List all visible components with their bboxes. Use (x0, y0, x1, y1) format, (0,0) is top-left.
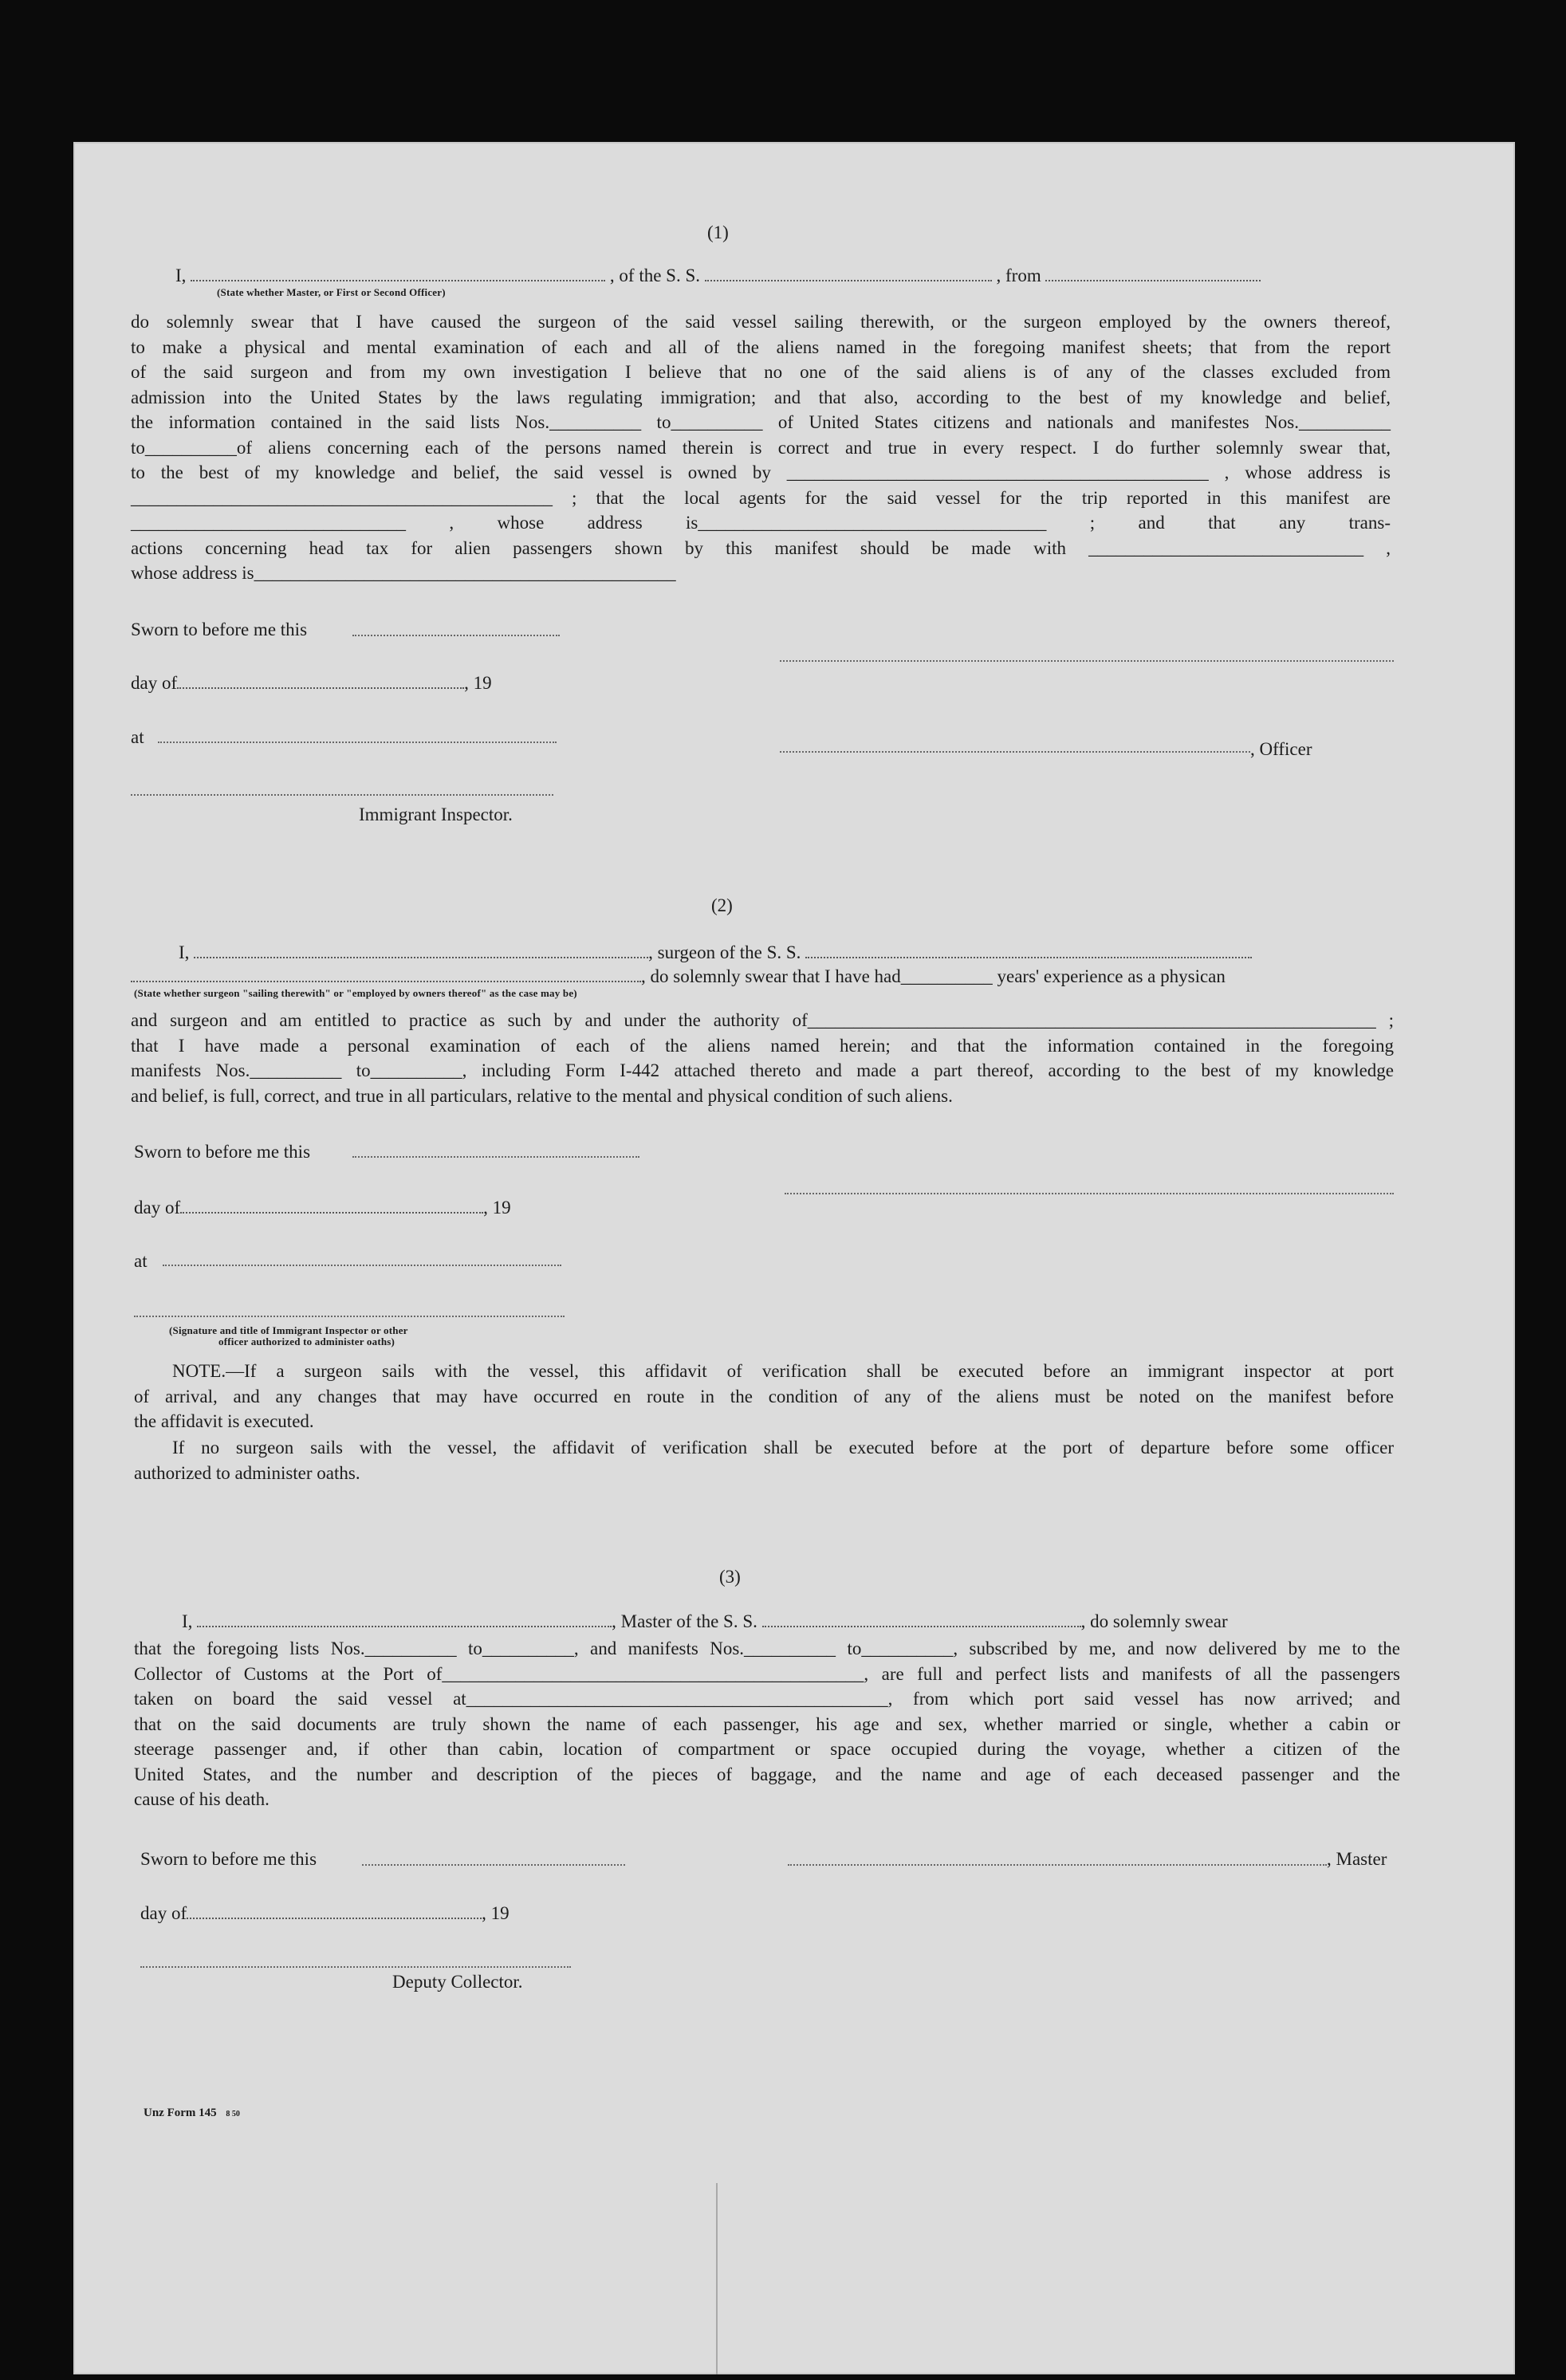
sworn-label: Sworn to before me this (140, 1849, 317, 1869)
surgeon-type-blank (131, 968, 641, 982)
day-of-text: day of (140, 1903, 187, 1923)
sworn-blank (362, 1864, 625, 1866)
section1-affidavit-text (131, 309, 1391, 586)
inspector-label: Immigrant Inspector. (359, 804, 513, 824)
at-label: at (134, 1251, 148, 1271)
text-line: and belief, is full, correct, and true in all particulars, relative to the mental and physical condition of such aliens. (131, 1085, 953, 1106)
sworn-blank (352, 635, 560, 636)
at-label: at (131, 727, 144, 747)
section2-affidavit-text (131, 1008, 1394, 1108)
form-code: 8 50 (226, 2110, 240, 2118)
text-line: manifests Nos.__________ to__________, including Form I-442 attached thereto and made a part thereof, according to the best of my knowledge (131, 1060, 1394, 1080)
signature-line (785, 1193, 1394, 1194)
text-line: to make a physical and mental examination of each and all of the aliens named in the foregoing manifest sheets; that from the report (131, 336, 1391, 357)
text-line: of the said surgeon and from my own investigation I believe that no one of the said aliens is of any of the classes excluded from (131, 362, 1391, 382)
name-blank (194, 944, 648, 958)
text-line: Collector of Customs at the Port of______________________________________________, are full and perfect lists and manifests of all the passengers (134, 1663, 1400, 1684)
text-line: that the foregoing lists Nos.__________ to__________, and manifests Nos.__________ to__________, subscribed by me, and now delivered by me to the (134, 1638, 1400, 1658)
note-text (134, 1359, 1394, 1434)
day-of-text: day of (131, 673, 178, 693)
note-line: authorized to administer oaths. (134, 1462, 360, 1483)
collector-signature-line (140, 1966, 571, 1968)
text-line: to__________of aliens concerning each of the persons named therein is correct and true in every respect. I do further solemnly swear that, (131, 437, 1391, 458)
name-blank (197, 1613, 612, 1627)
text-line: to the best of my knowledge and belief, the said vessel is owned by ______________________________________________ , whose address is (131, 462, 1391, 482)
text-line: ______________________________ , whose address is______________________________________ ; and that any trans- (131, 513, 1391, 533)
of-ss-label: , of the S. S. (609, 266, 701, 285)
section2-intro-line (179, 943, 1252, 962)
text-line: admission into the United States by the laws regulating immigration; and that also, according to the best of my knowledge and belief, (131, 387, 1391, 407)
text-line: that I have made a personal examination of each of the aliens named herein; and that the information contained in the foregoing (131, 1035, 1394, 1056)
name-blank (191, 267, 605, 281)
intro-pronoun: I, (182, 1611, 193, 1631)
day-of-label (131, 674, 492, 692)
vessel-blank (705, 267, 992, 281)
signature-hint: (Signature and title of Immigrant Inspector or other (169, 1324, 408, 1336)
signature-hint: officer authorized to administer oaths) (218, 1336, 395, 1347)
form-label: Unz Form 145 (144, 2107, 217, 2119)
form-number (144, 2107, 240, 2119)
surgeon-of-label: , surgeon of the S. S. (648, 942, 801, 962)
text-line: and surgeon and am entitled to practice as such by and under the authority of______________________________________________________________ ; (131, 1010, 1394, 1030)
text-line: the information contained in the said lists Nos.__________ to__________ of United States citizens and nationals and manifestes Nos.__________ (131, 412, 1391, 432)
text-line: do solemnly swear that I have caused the surgeon of the said vessel sailing therewith, or the surgeon employed by the owners thereof, (131, 312, 1391, 332)
section3-intro-line (182, 1612, 1228, 1631)
note-line: of arrival, and any changes that may have occurred en route in the condition of any of the aliens must be noted on the manifest before (134, 1386, 1394, 1406)
text-line: that on the said documents are truly shown the name of each passenger, his age and sex, whether married or single, whether a cabin or (134, 1713, 1400, 1734)
day-of-label (140, 1904, 510, 1922)
vessel-blank (805, 944, 1252, 958)
text-line: United States, and the number and description of the pieces of baggage, and the name and age of each deceased passenger and the (134, 1764, 1400, 1784)
sworn-label: Sworn to before me this (131, 620, 308, 639)
intro-pronoun: I, (175, 266, 187, 285)
inspector-signature-line (131, 794, 553, 796)
text-line: actions concerning head tax for alien passengers shown by this manifest should be made with ______________________________ , (131, 537, 1391, 558)
section2-swear-line (131, 967, 1226, 985)
section3-affidavit-text (134, 1636, 1400, 1812)
text-line: taken on board the said vessel at______________________________________________, from which port said vessel has now arrived; and (134, 1689, 1400, 1709)
fold-crease (716, 2183, 718, 2374)
section1-intro-line (175, 266, 1261, 285)
note-line: If no surgeon sails with the vessel, the affidavit of verification shall be executed before at the port of departure before some officer (172, 1438, 1394, 1458)
year-text: , 19 (482, 1903, 510, 1923)
year-text: , 19 (483, 1198, 511, 1218)
inspector-signature-line (134, 1316, 565, 1317)
section-number: (2) (711, 895, 733, 915)
day-of-text: day of (134, 1198, 181, 1218)
text-line: ______________________________________________ ; that the local agents for the said vessel for the trip reported in this manifest are (131, 487, 1391, 508)
swear-text: , do solemnly swear (1080, 1611, 1228, 1631)
signature-line (780, 660, 1394, 662)
text-line: cause of his death. (134, 1789, 270, 1809)
deputy-collector-label: Deputy Collector. (392, 1972, 523, 1992)
note2-text (134, 1435, 1394, 1485)
manifest-affidavit-sheet (73, 142, 1515, 2374)
intro-pronoun: I, (179, 942, 190, 962)
sworn-label: Sworn to before me this (134, 1142, 311, 1162)
officer-signature-line (780, 751, 1250, 753)
origin-blank (1045, 267, 1261, 281)
text-line: whose address is______________________________________________ (131, 563, 676, 583)
note-line: the affidavit is executed. (134, 1411, 314, 1431)
day-blank (187, 1905, 482, 1919)
year-text: , 19 (464, 673, 492, 693)
note-line: NOTE.—If a surgeon sails with the vessel, this affidavit of verification shall be executed before an immigrant inspector at port (172, 1361, 1394, 1381)
officer-hint: (State whether Master, or First or Second Officer) (217, 286, 446, 298)
at-blank (158, 742, 557, 743)
swear-text: , do solemnly swear that I have had__________ years' experience as a physican (641, 966, 1226, 986)
master-of-label: , Master of the S. S. (612, 1611, 757, 1631)
section-number: (3) (719, 1567, 741, 1587)
day-blank (177, 675, 464, 689)
from-label: , from (996, 266, 1041, 285)
master-label: , Master (1327, 1849, 1387, 1869)
section-number: (1) (707, 222, 729, 242)
vessel-blank (762, 1613, 1081, 1627)
text-line: steerage passenger and, if other than cabin, location of compartment or space occupied during the voyage, whether a citizen of the (134, 1739, 1400, 1759)
surgeon-hint: (State whether surgeon "sailing therewith" or "employed by owners thereof" as the case may be) (134, 987, 577, 999)
day-blank (180, 1199, 483, 1214)
day-of-label (134, 1198, 511, 1217)
master-signature-line (788, 1864, 1327, 1866)
officer-label: , Officer (1250, 739, 1312, 759)
sworn-blank (352, 1156, 639, 1158)
at-blank (163, 1265, 561, 1266)
